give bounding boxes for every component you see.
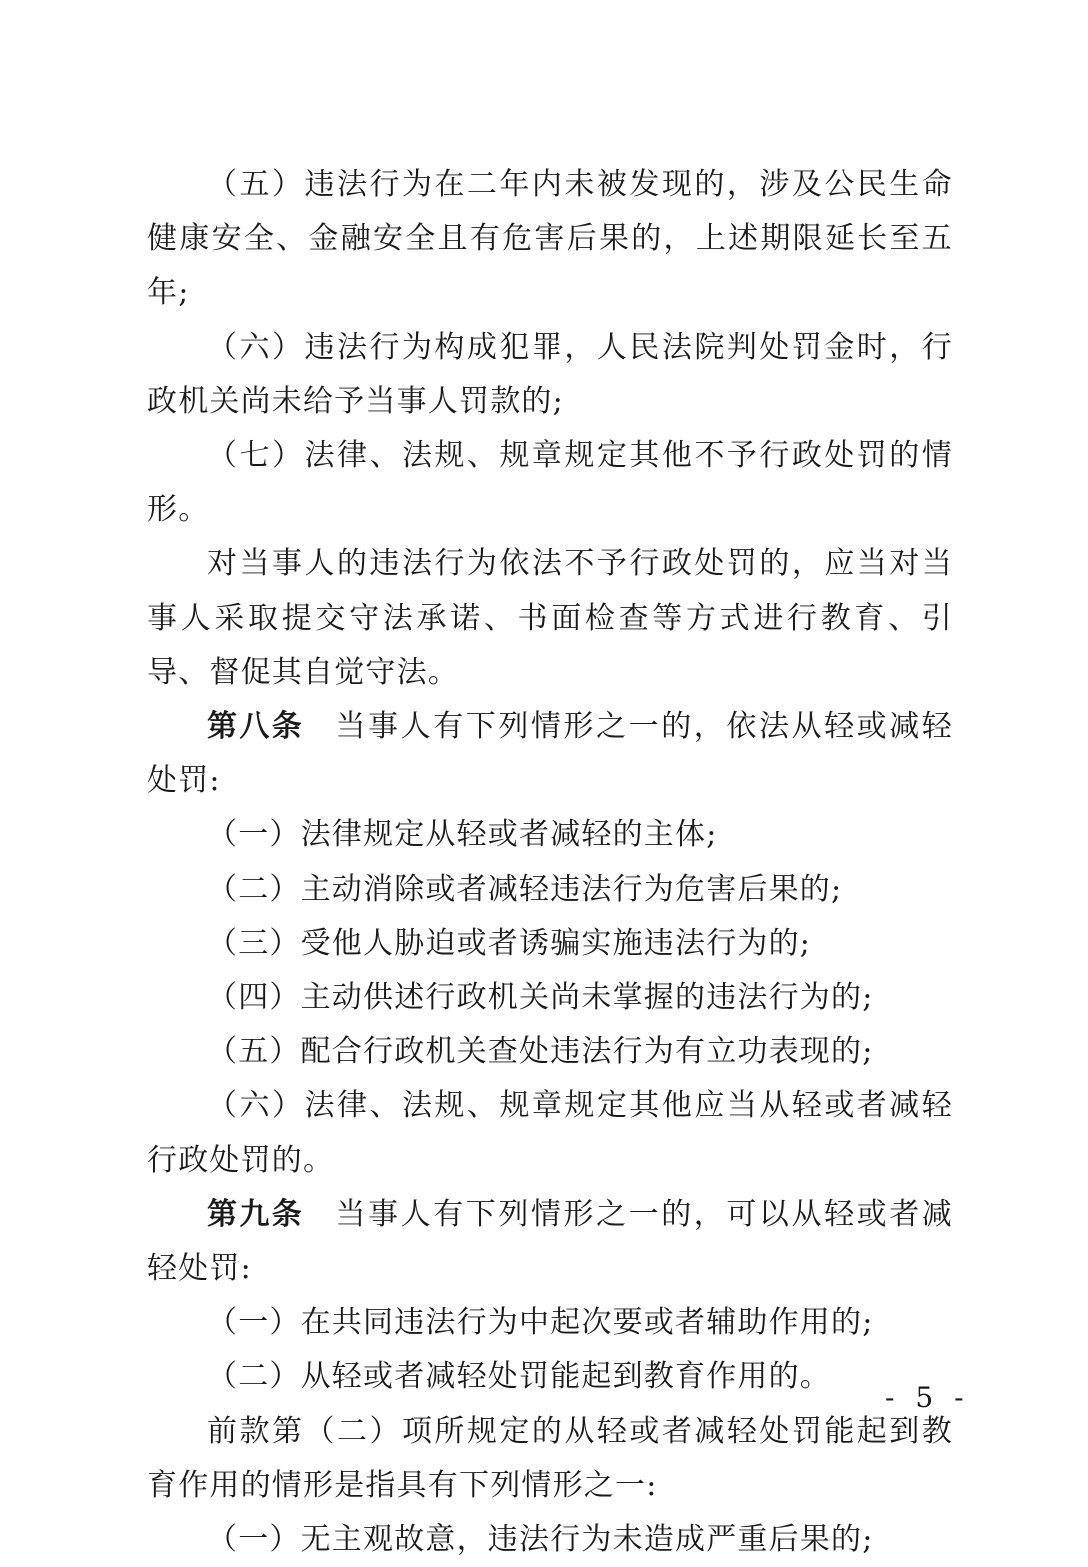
clause-paragraph: （五）配合行政机关查处违法行为有立功表现的; bbox=[207, 1034, 874, 1070]
clause-paragraph: （三）受他人胁迫或者诱骗实施违法行为的; bbox=[207, 925, 812, 961]
clause-paragraph: （五）违法行为在二年内未被发现的，涉及公民生命健康安全、金融安全且有危害后果的，上述期限延长至五年; bbox=[147, 167, 953, 311]
clause-paragraph: （六）法律、法规、规章规定其他应当从轻或者减轻行政处罚的。 bbox=[147, 1088, 953, 1178]
article-9-heading: 第九条 bbox=[207, 1196, 305, 1232]
clause-paragraph: （一）法律规定从轻或者减轻的主体; bbox=[207, 817, 718, 853]
page-number: - 5 - bbox=[885, 1381, 970, 1414]
clause-paragraph: （一）无主观故意，违法行为未造成严重后果的; bbox=[207, 1522, 874, 1558]
clause-paragraph: （七）法律、法规、规章规定其他不予行政处罚的情形。 bbox=[147, 438, 953, 528]
clause-paragraph: （二）从轻或者减轻处罚能起到教育作用的。 bbox=[207, 1359, 831, 1395]
clause-paragraph: （二）主动消除或者减轻违法行为危害后果的; bbox=[207, 871, 843, 907]
body-paragraph: 对当事人的违法行为依法不予行政处罚的，应当对当事人采取提交守法承诺、书面检查等方式进行教育、引导、督促其自觉守法。 bbox=[147, 546, 953, 690]
article-9-text: 当事人有下列情形之一的，可以从轻或者减轻处罚: bbox=[147, 1196, 953, 1287]
article-8-paragraph bbox=[147, 700, 953, 808]
document-body bbox=[147, 158, 953, 1567]
clause-paragraph: （六）违法行为构成犯罪，人民法院判处罚金时，行政机关尚未给予当事人罚款的; bbox=[147, 329, 953, 419]
clause-paragraph: （四）主动供述行政机关尚未掌握的违法行为的; bbox=[207, 980, 874, 1016]
article-8-text: 当事人有下列情形之一的，依法从轻或减轻处罚: bbox=[147, 709, 953, 799]
article-9-paragraph bbox=[147, 1188, 953, 1296]
body-paragraph: 前款第（二）项所规定的从轻或者减轻处罚能起到教育作用的情形是指具有下列情形之一: bbox=[147, 1413, 953, 1503]
article-8-heading: 第八条 bbox=[207, 709, 305, 745]
clause-paragraph: （一）在共同违法行为中起次要或者辅助作用的; bbox=[207, 1305, 874, 1341]
